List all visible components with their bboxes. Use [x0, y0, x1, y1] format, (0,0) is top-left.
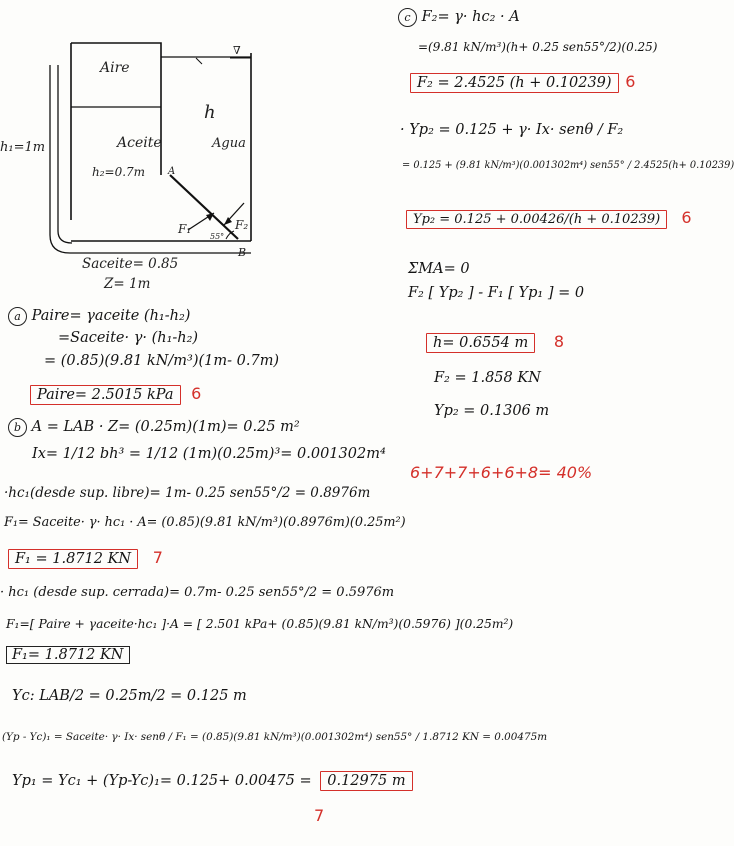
- free-surface-icon: ∇: [233, 44, 241, 57]
- part-c-yp2-final: Yp₂ = 0.1306 m: [434, 403, 550, 419]
- part-b-marker: b: [8, 418, 27, 437]
- part-c-yp2-line2: = 0.125 + (9.81 kN/m³)(0.001302m⁴) sen55° / 2.4525(h+ 0.10239): [402, 160, 734, 171]
- part-c-yp2-line1: · Yp₂ = 0.125 + γ· Ix· senθ / F₂: [400, 122, 624, 138]
- tank-diagram: [30, 25, 300, 265]
- label-h2: h₂=0.7m: [92, 165, 146, 179]
- part-b-f1-score: 7: [152, 548, 163, 567]
- part-b-yp1: Yp₁ = Yc₁ + (Yp-Yc)₁= 0.125+ 0.00475 =: [12, 773, 312, 789]
- label-aire: Aire: [100, 60, 130, 76]
- part-c-f2-final: F₂ = 1.858 KN: [434, 370, 541, 386]
- part-b-yp1-score: 7: [314, 806, 325, 825]
- label-s-aceite: Saceite= 0.85: [82, 256, 179, 272]
- part-c-h-result: h= 0.6554 m: [426, 333, 535, 353]
- label-point-b: B: [238, 246, 247, 259]
- label-agua: Agua: [212, 136, 246, 151]
- part-b-area-text: A = LAB · Z= (0.25m)(1m)= 0.25 m²: [31, 419, 300, 435]
- part-b-yc: Yc: LAB/2 = 0.25m/2 = 0.125 m: [12, 688, 247, 704]
- part-b-hc1-free: ·hc₁(desde sup. libre)= 1m- 0.25 sen55°/2 = 0.8976m: [4, 485, 371, 501]
- label-h: h: [204, 102, 216, 123]
- part-c-moment-eq: F₂ [ Yp₂ ] - F₁ [ Yp₁ ] = 0: [408, 285, 585, 301]
- label-f2: F₂: [235, 218, 249, 232]
- part-c-moment-title: ΣMA= 0: [408, 261, 470, 277]
- label-point-a: A: [168, 166, 176, 177]
- part-c-h-score: 8: [553, 332, 564, 351]
- part-c-f2-line2: =(9.81 kN/m³)(h+ 0.25 sen55°/2)(0.25): [418, 40, 658, 54]
- part-c-f2-line1: [398, 8, 520, 27]
- part-a-line1: Paire= γaceite (h₁-h₂): [31, 308, 191, 324]
- part-a-result-box: Paire= 2.5015 kPa: [30, 385, 181, 405]
- part-a-marker: a: [8, 307, 27, 326]
- part-c-f2-score: 6: [625, 72, 636, 91]
- label-f1: F₁: [178, 222, 192, 236]
- part-b-yp1-row: [12, 773, 413, 789]
- part-b-f1-result2-row: [6, 647, 130, 663]
- part-b-ix: Ix= 1/12 bh³ = 1/12 (1m)(0.25m)³= 0.001302m⁴: [32, 446, 386, 462]
- part-c-yp2-score: 6: [681, 208, 692, 227]
- part-c-h-row: [426, 332, 564, 351]
- part-b-hc1-closed: · hc₁ (desde sup. cerrada)= 0.7m- 0.25 sen55°/2 = 0.5976m: [0, 585, 395, 600]
- part-c-f2-line1-text: F₂= γ· hc₂ · A: [421, 9, 520, 25]
- part-c-f2-result: F₂ = 2.4525 (h + 0.10239): [410, 73, 619, 93]
- part-b-f1-eq: F₁= Saceite· γ· hc₁ · A= (0.85)(9.81 kN/m³)(0.8976m)(0.25m²): [4, 515, 406, 530]
- part-b-f1-result2: F₁= 1.8712 KN: [6, 646, 130, 664]
- part-a-result: [30, 384, 201, 403]
- part-b-area: [8, 418, 300, 437]
- part-c-f2-result-row: [410, 72, 635, 91]
- part-b-f1-eq2: F₁=[ Paire + γaceite·hc₁ ]·A = [ 2.501 kPa+ (0.85)(9.81 kN/m³)(0.5976) ](0.25m²): [6, 617, 514, 631]
- part-a-line3: = (0.85)(9.81 kN/m³)(1m- 0.7m): [44, 353, 280, 369]
- grade-total: 6+7+7+6+6+8= 40%: [410, 463, 593, 482]
- part-c-yp2-result-row: [406, 208, 692, 227]
- part-b-yp1-result: 0.12975 m: [320, 771, 412, 791]
- label-h1: h₁=1m: [0, 140, 46, 155]
- part-a-score: 6: [191, 384, 202, 403]
- part-c-yp2-result: Yp₂ = 0.125 + 0.00426/(h + 0.10239): [406, 210, 667, 229]
- part-b-f1-result-row: [8, 548, 163, 567]
- part-b-f1-result: F₁ = 1.8712 KN: [8, 549, 138, 569]
- part-c-marker: c: [398, 8, 417, 27]
- part-a-heading: [8, 307, 190, 326]
- part-a-line2: =Saceite· γ· (h₁-h₂): [58, 330, 199, 346]
- part-b-yp-minus-yc: (Yp - Yc)₁ = Saceite· γ· Ix· senθ / F₁ = (0.85)(9.81 kN/m³)(0.001302m⁴) sen55° / 1.8712 KN = 0.00475m: [2, 731, 548, 743]
- label-aceite: Aceite: [117, 135, 162, 151]
- label-angle: 55°: [210, 232, 225, 241]
- label-z: Z= 1m: [104, 276, 151, 292]
